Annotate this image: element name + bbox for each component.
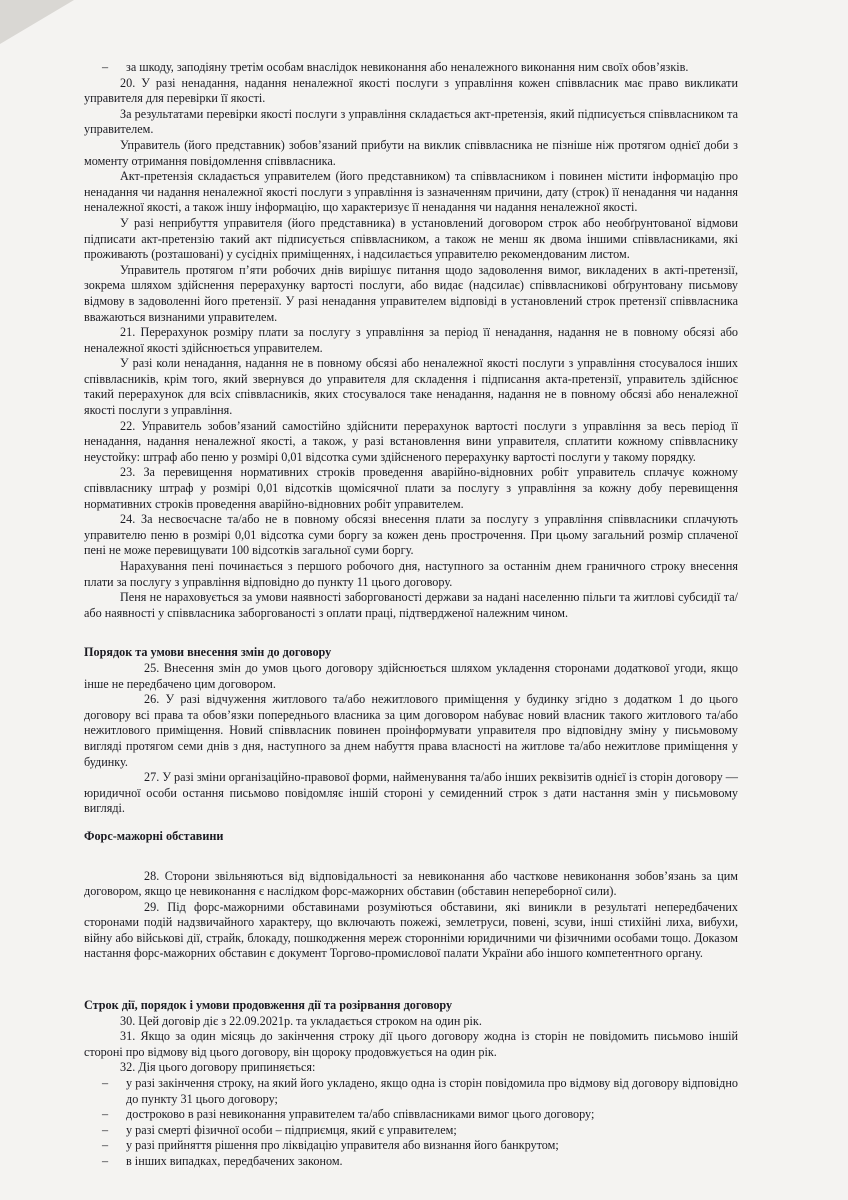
paragraph: У разі неприбуття управителя (його представника) в установлений договором строк або необґрунтованої відмови підписати акт-претензію такий акт підписується співвласником, а також не менш як двома іншими співвласниками, які проживають (розташовані) у сусідніх приміщеннях, і надсилається управителю рекомендованим листом. — [84, 215, 738, 262]
section-heading-term: Строк дії, порядок і умови продовження дії та розірвання договору — [84, 998, 453, 1013]
paragraph-31: 31. Якщо за один місяць до закінчення строку дії цього договору жодна із сторін не повідомить письмово іншій стороні про відмову від цього договору, він щороку продовжується на один рік. — [84, 1029, 738, 1059]
paragraph-24: 24. За несвоєчасне та/або не в повному обсязі внесення плати за послугу з управління співвласники сплачують управителю пеню в розмірі 0,01 відсотка суми боргу за кожен день прострочення. При цьому загальний розмір сплаченої пені не може перевищувати 100 відсотків загальної суми боргу. — [84, 512, 738, 558]
paragraph: Пеня не нараховується за умови наявності заборгованості держави за надані населенню пільги та житлові субсидії та/або наявності у співвласника заборгованості з оплати праці, підтвердженої належним чином. — [84, 590, 738, 620]
folded-corner — [0, 0, 74, 44]
list-item-text: за шкоду, заподіяну третім особам внаслідок невиконання або неналежного виконання ним своїх обов’язків. — [126, 60, 689, 74]
paragraph-27: 27. У разі зміни організаційно-правової форми, найменування та/або інших реквізитів однієї із сторін договору — юридичної особи остання письмово повідомляє іншій стороні у семиденний строк з дати настання змін у письмовому вигляді. — [84, 770, 738, 816]
list-item — [84, 1076, 738, 1107]
list-item — [84, 1107, 738, 1123]
list-item — [84, 60, 738, 76]
dash-marker: – — [102, 1122, 109, 1137]
paragraph-22: 22. Управитель зобов’язаний самостійно здійснити перерахунок вартості послуги з управління за весь період її ненадання, надання неналежної якості, а також, у разі встановлення вини управителя, сплатити кожному співвласнику неустойку: штраф або пеню у розмірі 0,01 відсотка суми здійсненого перерахунку вартості послуги у такому порядку. — [84, 418, 738, 464]
paragraph: Управитель (його представник) зобов’язаний прибути на виклик співвласника не пізніше ніж протягом однієї доби з моменту отримання повідомлення співвласника. — [84, 137, 738, 168]
paragraph: За результатами перевірки якості послуги з управління складається акт-претензія, який підписується співвласником та управителем. — [84, 106, 738, 137]
paragraph: У разі коли ненадання, надання не в повному обсязі або неналежної якості послуги з управління стосувалося інших співвласників, крім того, який звернувся до управителя для складення і підписання акта-претензії, управитель здійснює такий перерахунок для всіх співвласників, яких стосувалося таке ненадання, надання не в повному обсязі або неналежної якості послуги з управління. — [84, 356, 738, 418]
section-heading-force-majeure: Форс-мажорні обставини — [84, 828, 224, 843]
list-item-text: в інших випадках, передбачених законом. — [126, 1154, 343, 1168]
paragraph-26: 26. У разі відчуження житлового та/або нежитлового приміщення у будинку згідно з додатком 1 до цього договору всі права та обов’язки попереднього власника за цим договором набуває новий власник такого житлового та/або нежитлового приміщення. Новий співвласник повинен проінформувати управителя про відповідну зміну у письмовому вигляді протягом семи днів з дня, наступного за днем набуття права власності на житлове та/або нежитлове приміщення у будинку. — [84, 692, 738, 769]
paragraph-30: 30. Цей договір діє з 22.09.2021р. та укладається строком на один рік. — [120, 1013, 482, 1028]
paragraph-32: 32. Дія цього договору припиняється: — [120, 1060, 316, 1075]
section-heading-changes: Порядок та умови внесення змін до договору — [84, 645, 332, 660]
dash-marker: – — [102, 1076, 109, 1091]
paragraph-23: 23. За перевищення нормативних строків проведення аварійно-відновних робіт управитель сплачує кожному співвласнику штраф у розмірі 0,01 відсотків щомісячної плати за послугу з управління за кожну добу перевищення нормативних строків проведення аварійно-відновних робіт управителем. — [84, 465, 738, 511]
dash-marker: – — [102, 60, 109, 74]
paragraph-21: 21. Перерахунок розміру плати за послугу з управління за період її ненадання, надання не в повному обсязі або неналежної якості здійснюється управителем. — [84, 325, 738, 355]
dash-marker: – — [102, 1138, 109, 1153]
list-item-text: у разі закінчення строку, на який його укладено, якщо одна із сторін повідомила про відмову від договору відповідно до пункту 31 цього договору; — [126, 1076, 738, 1106]
dash-marker: – — [102, 1154, 109, 1168]
list-item — [84, 1123, 738, 1139]
list-item-text: у разі смерті фізичної особи – підприємця, який є управителем; — [126, 1122, 457, 1137]
paragraph: Управитель протягом п’яти робочих днів вирішує питання щодо задоволення вимог, викладених в акті-претензії, зокрема шляхом здійснення перерахунку вартості послуги, або видає (надсилає) співвласникові обґрунтовану письмову відмову в задоволенні його претензії. У разі ненадання управителем відповіді в установлений строк претензії співвласника вважаються визнаними управителем. — [84, 262, 738, 324]
list-item — [84, 1138, 738, 1154]
paragraph-29: 29. Під форс-мажорними обставинами розуміються обставини, які виникли в результаті непередбачених сторонами подій надзвичайного характеру, що включають пожежі, землетруси, повені, зсуви, інші стихійні лиха, вибухи, війну або військові дії, страйк, блокаду, пошкодження мереж сторонніми юридичними чи фізичними особами тощо. Доказом настання форс-мажорних обставин є документ Торгово-промислової палати України або іншого компетентного органу. — [84, 899, 738, 961]
paragraph-25: 25. Внесення змін до умов цього договору здійснюється шляхом укладення сторонами додаткової угоди, якщо інше не передбачено цим договором. — [84, 660, 738, 691]
paragraph-28: 28. Сторони звільняються від відповідальності за невиконання або часткове невиконання зобов’язань за цим договором, якщо це невиконання є наслідком форс-мажорних обставин (обставин непереборної сили). — [84, 868, 738, 899]
list-item-text: достроково в разі невиконання управителем та/або співвласниками вимог цього договору; — [126, 1107, 595, 1122]
paragraph-20: 20. У разі ненадання, надання неналежної якості послуги з управління кожен співвласник має право викликати управителя для перевірки її якості. — [84, 75, 738, 106]
list-item-text: у разі прийняття рішення про ліквідацію управителя або визнання його банкрутом; — [126, 1138, 559, 1153]
paragraph: Нарахування пені починається з першого робочого дня, наступного за останнім днем граничного строку внесення плати за послугу з управління відповідно до пункту 11 цього договору. — [84, 559, 738, 589]
dash-marker: – — [102, 1107, 109, 1122]
paragraph: Акт-претензія складається управителем (його представником) та співвласником і повинен містити інформацію про ненадання чи надання неналежної якості послуги з управління із зазначенням причини, дату (строк) її ненадання чи надання неналежної якості, а також іншу інформацію, що характеризує її ненадання чи надання неналежної якості. — [84, 169, 738, 215]
document-body — [84, 60, 738, 1170]
list-item — [84, 1154, 738, 1170]
